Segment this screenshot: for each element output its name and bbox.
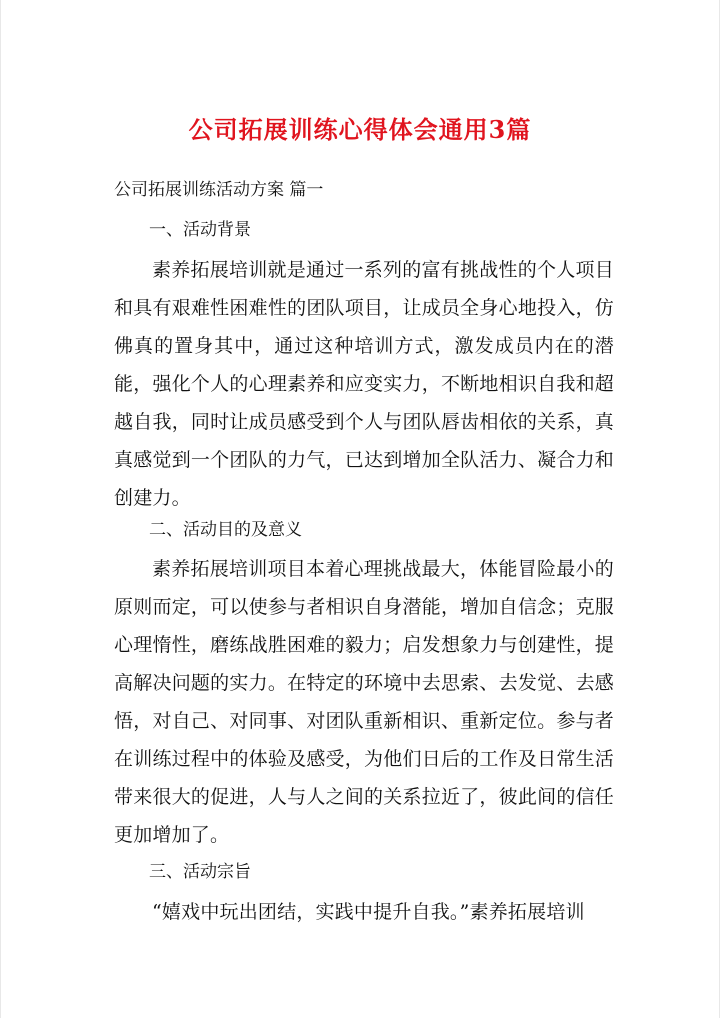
section-heading-tenet: 三、活动宗旨 [149,862,251,882]
section-heading-purpose: 二、活动目的及意义 [149,520,302,540]
paragraph-purpose: 素养拓展培训项目本着心理挑战最大，体能冒险最小的原则而定，可以使参与者相识自身潜能，增加自信念；克服心理惰性，磨练战胜困难的毅力；启发想象力与创建性，提高解决问题的实力。在特定的环境中去思索、去发觉、去感悟，对自己、对同事、对团队重新相识、重新定位。参与者在训练过程中的体验及感受，为他们日后的工作及日常生活带来很大的促进，人与人之间的关系拉近了，彼此间的信任更加增加了。 [114,558,614,846]
section-subtitle: 公司拓展训练活动方案 篇一 [114,180,324,200]
paragraph-tenet: “嬉戏中玩出团结，实践中提升自我。”素养拓展培训 [152,901,585,923]
section-heading-background: 一、活动背景 [149,220,251,240]
document-title: 公司拓展训练心得体会通用3篇 [188,115,532,144]
paragraph-background: 素养拓展培训就是通过一系列的富有挑战性的个人项目和具有艰难性困难性的团队项目，让成员全身心地投入，仿佛真的置身其中，通过这种培训方式，激发成员内在的潜能，强化个人的心理素养和应变实力，不断地相识自我和超越自我，同时让成员感受到个人与团队唇齿相依的关系，真真感觉到一个团队的力气，已达到增加全队活力、凝合力和创建力。 [114,259,614,509]
